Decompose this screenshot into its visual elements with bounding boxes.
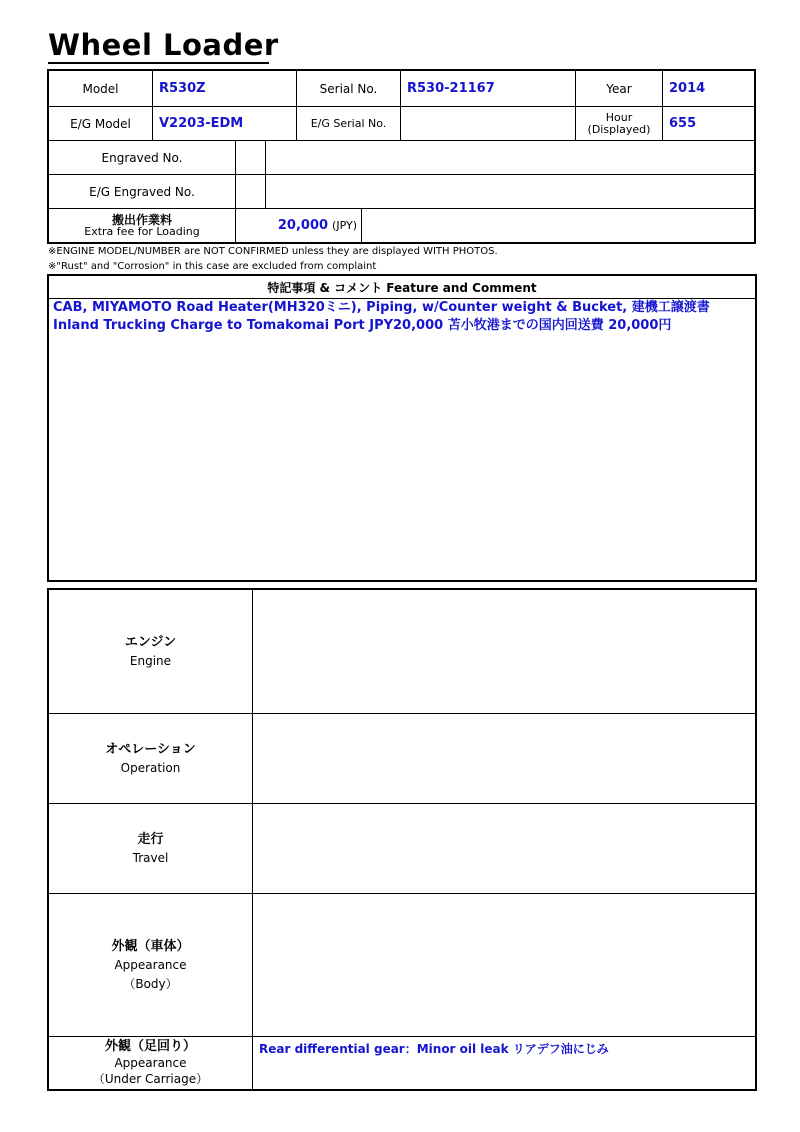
- serial-value: R530-21167: [400, 71, 575, 106]
- extra-fee-value: 20,000: [277, 218, 329, 233]
- spec-table: [47, 69, 756, 244]
- eg-model-value: V2203-EDM: [152, 107, 296, 140]
- inspection-label-jp: 走行: [137, 831, 164, 847]
- inspection-label-jp: 外観（足回り）: [104, 1039, 196, 1054]
- extra-fee-unit: (JPY): [332, 219, 357, 232]
- inspection-label: [49, 804, 253, 893]
- note-engine: ※ENGINE MODEL/NUMBER are NOT CONFIRMED unless they are displayed WITH PHOTOS.: [48, 246, 498, 257]
- model-label: Model: [82, 81, 119, 96]
- model-value: R530Z: [152, 71, 296, 106]
- hour-label: [575, 107, 662, 140]
- spec-row-engraved: [49, 140, 754, 174]
- engraved-value: [265, 141, 754, 174]
- spec-row-eg-model: [49, 106, 754, 140]
- inspection-label-en: Travel: [132, 850, 169, 865]
- inspection-table: [47, 588, 757, 1091]
- inspection-label-en: Appearance: [114, 957, 187, 972]
- extra-fee-cell: [235, 209, 361, 242]
- spec-row-eg-engraved: [49, 174, 754, 208]
- inspection-row-engine: [49, 590, 755, 713]
- comment-line-1: CAB, MIYAMOTO Road Heater(MH320ミニ), Piping, w/Counter weight & Bucket, 建機工譲渡書: [53, 300, 710, 315]
- inspection-value: [253, 894, 755, 1036]
- year-value: 2014: [662, 71, 754, 106]
- inspection-label-en: Operation: [120, 760, 181, 775]
- note-rust: ※"Rust" and "Corrosion" in this case are excluded from complaint: [48, 261, 377, 272]
- engraved-label: Engraved No.: [101, 150, 183, 165]
- eg-engraved-value: [265, 175, 754, 208]
- eg-engraved-blank: [235, 175, 265, 208]
- inspection-row-appearance-body: [49, 893, 755, 1036]
- inspection-label-jp: 外観（車体）: [111, 938, 190, 954]
- inspection-label-jp: エンジン: [124, 634, 177, 650]
- extra-fee-label: [49, 209, 235, 242]
- eg-model-label: E/G Model: [70, 116, 131, 131]
- comment-header: 特記事項 & コメント Feature and Comment: [49, 276, 755, 299]
- inspection-label: [49, 894, 253, 1036]
- inspection-label-en: Appearance: [114, 1056, 187, 1070]
- page-title: Wheel Loader: [48, 28, 279, 62]
- title-underline: [48, 62, 269, 64]
- inspection-value: [253, 714, 755, 803]
- inspection-label-en2: （Under Carriage）: [92, 1072, 209, 1086]
- extra-fee-label-en: Extra fee for Loading: [84, 224, 200, 238]
- year-label: Year: [575, 71, 662, 106]
- inspection-value: [253, 590, 755, 713]
- inspection-value: [253, 804, 755, 893]
- hour-value: 655: [662, 107, 754, 140]
- engraved-blank: [235, 141, 265, 174]
- inspection-label-en: Engine: [129, 653, 172, 668]
- inspection-label-jp: オペレーション: [105, 741, 196, 757]
- inspection-label: [49, 714, 253, 803]
- eg-engraved-label: E/G Engraved No.: [89, 184, 195, 199]
- spec-row-extra-fee: [49, 208, 754, 242]
- extra-fee-blank: [361, 209, 754, 242]
- eg-serial-label: E/G Serial No.: [296, 107, 400, 140]
- inspection-label-en2: （Body）: [123, 976, 178, 991]
- spec-row-model: [49, 71, 754, 106]
- eg-serial-value: [400, 107, 575, 140]
- serial-label: Serial No.: [296, 71, 400, 106]
- inspection-label: [49, 590, 253, 713]
- hour-label-line1: Hour: [605, 110, 633, 124]
- hour-label-line2: (Displayed): [587, 122, 651, 136]
- inspection-value: Rear differential gear：Minor oil leak リアデフ油にじみ: [259, 1042, 609, 1056]
- extra-fee-label-jp: 搬出作業料: [111, 212, 172, 227]
- comment-section: [47, 274, 757, 582]
- inspection-row-appearance-undercarriage: [49, 1036, 755, 1089]
- inspection-row-travel: [49, 803, 755, 893]
- inspection-row-operation: [49, 713, 755, 803]
- inspection-label: [49, 1037, 253, 1089]
- comment-line-2: Inland Trucking Charge to Tomakomai Port JPY20,000 苫小牧港までの国内回送費 20,000円: [53, 318, 672, 333]
